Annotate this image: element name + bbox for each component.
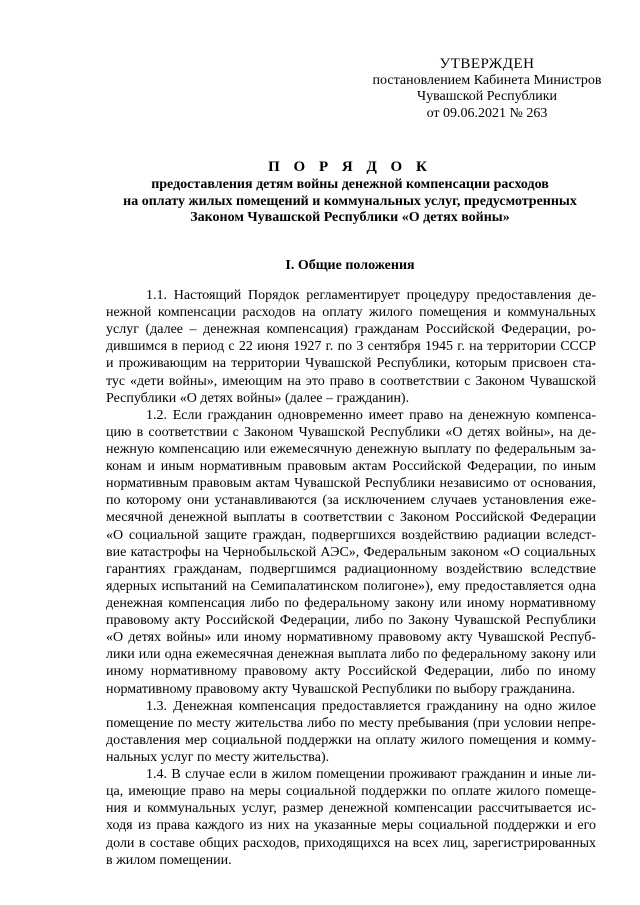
body-line: нежной компенсации расходов на оплату жилого помещения и коммунальных (106, 305, 596, 321)
body-line: лики или одна ежемесячная денежная выплата либо по федеральному закону или (106, 647, 596, 663)
subtitle-line: Законом Чувашской Республики «О детях войны» (190, 210, 510, 225)
body-line: дившимся в период с 22 июня 1927 г. по 3 сентября 1945 г. на территории СССР (106, 339, 596, 355)
approval-date-number: от 09.06.2021 № 263 (426, 105, 548, 121)
document-body (106, 287, 596, 869)
approval-stamp (372, 56, 602, 122)
document-subtitle (100, 177, 600, 227)
approval-issuer-line: постановлением Кабинета Министров (372, 72, 602, 88)
subtitle-line: на оплату жилых помещений и коммунальных услуг, предусмотренных (123, 193, 577, 209)
body-line: нежную компенсацию или ежемесячную денежную выплату по федеральным за- (106, 441, 596, 457)
document-title (100, 158, 600, 227)
body-line: вие катастрофы на Чернобыльской АЭС», Федеральным законом «О социальных (106, 544, 596, 560)
body-line: правовому акту Российской Федерации, либо по Закону Чувашской Республики (106, 613, 596, 629)
approval-republic-line: Чувашской Республики (416, 89, 558, 104)
body-line: Республики «О детях войны» (далее – гражданин). (106, 390, 410, 406)
body-line: иному нормативному правовому акту Российской Федерации, либо по иному (106, 664, 596, 680)
body-line: доставления мер социальной поддержки на оплату жилого помещения и комму- (106, 732, 596, 748)
body-line: конам и иным нормативным правовым актам Российской Федерации, по иным (106, 459, 596, 475)
body-line: 1.2. Если гражданин одновременно имеет право на денежную компенса- (146, 407, 596, 423)
body-line: «О социальной защите граждан, подвергшихся воздействию радиации вследст- (106, 527, 596, 543)
body-line: «О детях войны» или иному нормативному правовому акту Чувашской Респуб- (106, 630, 596, 646)
subtitle-line: предоставления детям войны денежной компенсации расходов (151, 177, 549, 192)
body-line: месячной денежной выплаты в соответствии с Законом Российской Федерации (106, 510, 596, 526)
body-line: 1.1. Настоящий Порядок регламентирует процедуру предоставления де- (146, 288, 596, 303)
body-line: тус «дети войны», имеющим на это право в соответствии с Законом Чувашской (106, 373, 596, 389)
body-line: 1.3. Денежная компенсация предоставляется гражданину на одно жилое (146, 698, 596, 714)
body-line: ходя из права каждого из них на указанные меры социальной поддержки и его (106, 818, 596, 834)
approval-heading: УТВЕРЖДЕН (439, 56, 535, 72)
body-line: гарантиях гражданам, подвергшимся радиационному воздействию вследствие (106, 561, 596, 577)
body-line: нормативным правовым актам Чувашской Республики независимо от основания, (106, 476, 596, 492)
body-line: ядерных испытаний на Семипалатинском полигоне»), ему предоставляется одна (106, 578, 596, 594)
body-line: денежная компенсация либо по федеральному закону или иному нормативному (106, 595, 596, 611)
body-line: 1.4. В случае если в жилом помещении проживают гражданин и иные ли- (146, 767, 596, 783)
body-line: ца, имеющие право на меры социальной поддержки по оплате жилого помеще- (106, 784, 596, 800)
body-line: и проживающим на территории Чувашской Республики, которым присвоен ста- (106, 356, 596, 372)
document-title-word: П О Р Я Д О К (268, 159, 432, 175)
body-line: доли в составе общих расходов, приходящихся на всех лиц, зарегистрированных (106, 835, 596, 851)
body-line: нальных услуг по месту жительства). (106, 749, 330, 765)
body-line: ния и коммунальных услуг, размер денежной компенсации рассчитывается ис- (106, 801, 596, 817)
body-line: цию в соответствии с Законом Чувашской Республики «О детях войны», на де- (106, 424, 596, 440)
body-line: услуг (далее – денежная компенсация) гражданам Российской Федерации, ро- (106, 322, 596, 338)
body-line: помещение по месту жительства либо по месту пребывания (при условии непре- (106, 715, 596, 731)
body-line: в жилом помещении. (106, 852, 232, 868)
body-line: нормативному правовому акту Чувашской Республики по выбору гражданина. (106, 681, 575, 697)
section-heading: I. Общие положения (285, 258, 415, 273)
body-line: по которому они устанавливаются (за исключением случаев установления еже- (106, 493, 596, 509)
